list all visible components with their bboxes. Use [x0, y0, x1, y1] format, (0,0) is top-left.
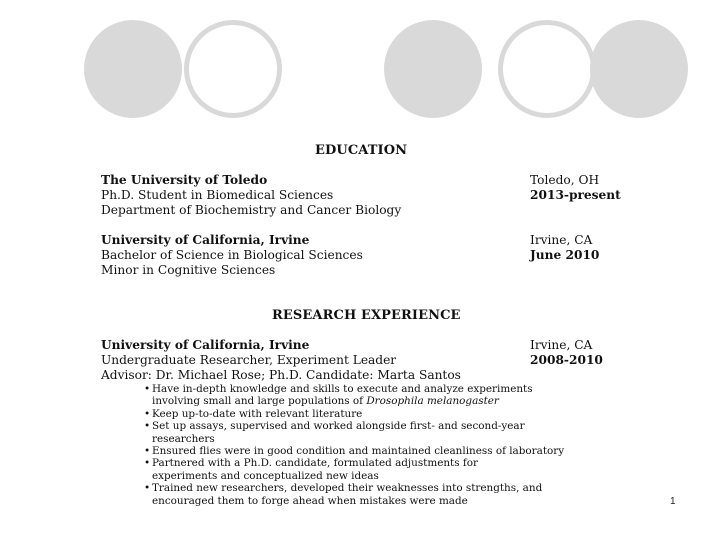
- edu-2-detail: Minor in Cognitive Sciences: [101, 263, 276, 277]
- edu-2-dates: June 2010: [530, 248, 600, 262]
- bullet-item: • Ensured flies were in good condition and maintained cleanliness of laboratory: [145, 445, 585, 457]
- research-school: University of California, Irvine: [101, 338, 310, 352]
- edu-2-school: University of California, Irvine: [101, 233, 310, 247]
- edu-1-detail: Department of Biochemistry and Cancer Biology: [101, 203, 402, 217]
- edu-2-location: Irvine, CA: [530, 233, 593, 247]
- edu-1-location: Toledo, OH: [530, 173, 600, 187]
- edu-2-program: Bachelor of Science in Biological Sciences: [101, 248, 363, 262]
- research-advisor: Advisor: Dr. Michael Rose; Ph.D. Candidate: Marta Santos: [101, 368, 461, 382]
- edu-1-dates: 2013-present: [530, 188, 621, 202]
- research-location: Irvine, CA: [530, 338, 593, 352]
- bullet-item: • Keep up-to-date with relevant literature: [145, 408, 585, 420]
- bullet-item: • Have in-depth knowledge and skills to execute and analyze experiments involving small and large populations of Drosophila melanogaster: [145, 383, 585, 408]
- research-role: Undergraduate Researcher, Experiment Leader: [101, 353, 397, 367]
- bullet-item: • Partnered with a Ph.D. candidate, formulated adjustments for experiments and conceptualized new ideas: [145, 457, 585, 482]
- bullet-item: • Trained new researchers, developed their weaknesses into strengths, and encouraged them to forge ahead when mistakes were made: [145, 482, 585, 507]
- edu-1-program: Ph.D. Student in Biomedical Sciences: [101, 188, 334, 202]
- edu-1-school: The University of Toledo: [101, 173, 268, 187]
- page-number: 1: [670, 496, 676, 507]
- research-bullet-list: [145, 383, 585, 507]
- education-heading: EDUCATION: [315, 143, 408, 158]
- bullet-item: • Set up assays, supervised and worked alongside first- and second-year researchers: [145, 420, 585, 445]
- research-dates: 2008-2010: [530, 353, 603, 367]
- research-heading: RESEARCH EXPERIENCE: [272, 308, 461, 323]
